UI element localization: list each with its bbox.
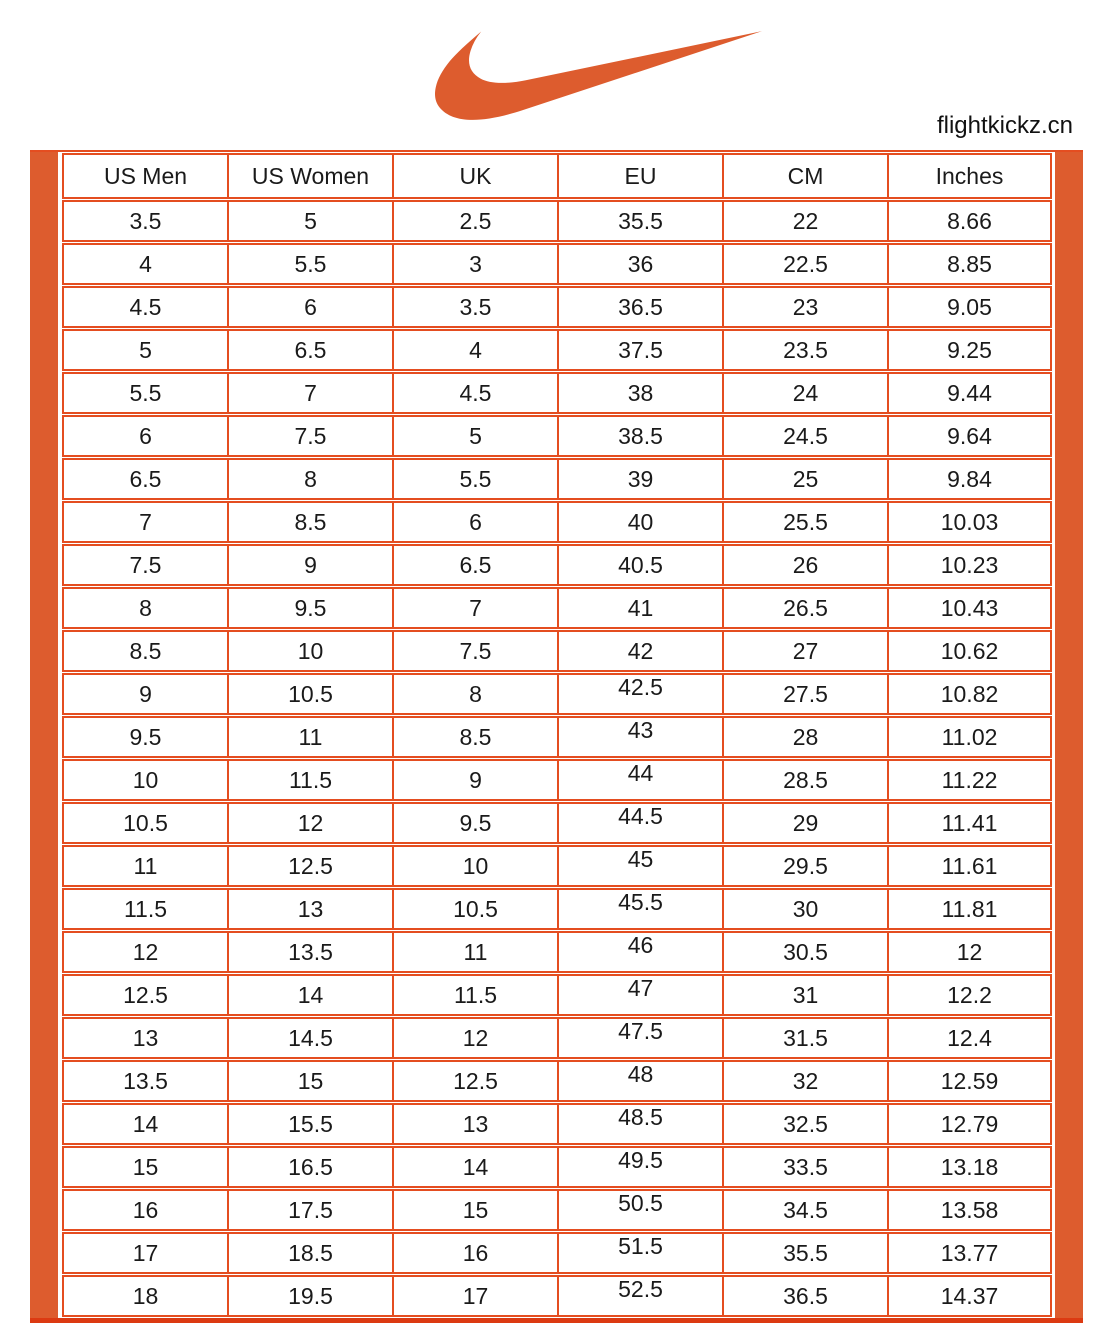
table-cell: 7: [62, 501, 227, 543]
table-cell: 42.5: [557, 673, 722, 715]
table-cell: 37.5: [557, 329, 722, 371]
table-cell: 10.5: [62, 802, 227, 844]
table-cell: 11.5: [227, 759, 392, 801]
table-cell: 17: [62, 1232, 227, 1274]
table-cell: 15.5: [227, 1103, 392, 1145]
table-cell: 9: [62, 673, 227, 715]
left-accent-bar: [30, 152, 58, 1318]
table-cell: 14.5: [227, 1017, 392, 1059]
table-cell: 28.5: [722, 759, 887, 801]
table-cell: 12.5: [227, 845, 392, 887]
table-cell: 9.64: [887, 415, 1052, 457]
table-row: [62, 1275, 1052, 1317]
table-cell: 30: [722, 888, 887, 930]
table-row: [62, 888, 1052, 930]
table-cell: 4: [392, 329, 557, 371]
table-row: [62, 415, 1052, 457]
table-cell: 8.5: [62, 630, 227, 672]
table-cell: 12.79: [887, 1103, 1052, 1145]
header: [0, 0, 1100, 150]
table-row: [62, 802, 1052, 844]
table-cell: 6.5: [62, 458, 227, 500]
table-cell: 10.62: [887, 630, 1052, 672]
table-cell: 13: [62, 1017, 227, 1059]
table-cell: 47: [557, 974, 722, 1016]
table-cell: 12.59: [887, 1060, 1052, 1102]
table-cell: 9.05: [887, 286, 1052, 328]
table-cell: 47.5: [557, 1017, 722, 1059]
table-cell: 22: [722, 200, 887, 242]
table-cell: 38: [557, 372, 722, 414]
table-row: [62, 716, 1052, 758]
table-cell: 5.5: [227, 243, 392, 285]
table-row: [62, 243, 1052, 285]
table-cell: 14.37: [887, 1275, 1052, 1317]
table-cell: 10: [62, 759, 227, 801]
table-cell: 8.5: [227, 501, 392, 543]
table-cell: 8.66: [887, 200, 1052, 242]
table-cell: 25.5: [722, 501, 887, 543]
table-row: [62, 329, 1052, 371]
table-cell: 9: [227, 544, 392, 586]
table-cell: 36: [557, 243, 722, 285]
table-cell: 8: [62, 587, 227, 629]
table-cell: 7.5: [62, 544, 227, 586]
table-cell: 22.5: [722, 243, 887, 285]
table-cell: 10.5: [392, 888, 557, 930]
table-cell: 5.5: [392, 458, 557, 500]
table-cell: 9.5: [62, 716, 227, 758]
table-cell: 6.5: [392, 544, 557, 586]
table-cell: 49.5: [557, 1146, 722, 1188]
table-cell: 5.5: [62, 372, 227, 414]
table-cell: 15: [62, 1146, 227, 1188]
table-cell: 25: [722, 458, 887, 500]
table-cell: 29: [722, 802, 887, 844]
table-cell: 13.18: [887, 1146, 1052, 1188]
table-cell: 4: [62, 243, 227, 285]
table-cell: 35.5: [722, 1232, 887, 1274]
table-cell: 34.5: [722, 1189, 887, 1231]
table-frame: [30, 150, 1083, 1323]
size-conversion-table: [62, 152, 1052, 1318]
table-row: [62, 845, 1052, 887]
table-cell: 3.5: [392, 286, 557, 328]
table-cell: 45.5: [557, 888, 722, 930]
table-cell: 9.44: [887, 372, 1052, 414]
table-cell: 16: [62, 1189, 227, 1231]
table-cell: 14: [62, 1103, 227, 1145]
table-row: [62, 458, 1052, 500]
table-cell: 11.81: [887, 888, 1052, 930]
table-cell: 10.03: [887, 501, 1052, 543]
table-row: [62, 1189, 1052, 1231]
table-cell: 35.5: [557, 200, 722, 242]
table-cell: 9: [392, 759, 557, 801]
column-header: CM: [722, 153, 887, 199]
table-cell: 48.5: [557, 1103, 722, 1145]
table-row: [62, 1146, 1052, 1188]
table-cell: 12.5: [392, 1060, 557, 1102]
table-cell: 48: [557, 1060, 722, 1102]
table-cell: 12: [887, 931, 1052, 973]
table-cell: 12: [227, 802, 392, 844]
table-cell: 2.5: [392, 200, 557, 242]
table-row: [62, 200, 1052, 242]
table-cell: 41: [557, 587, 722, 629]
table-cell: 8: [392, 673, 557, 715]
table-cell: 9.5: [392, 802, 557, 844]
table-cell: 51.5: [557, 1232, 722, 1274]
table-cell: 11.22: [887, 759, 1052, 801]
table-cell: 18: [62, 1275, 227, 1317]
table-cell: 9.25: [887, 329, 1052, 371]
table-cell: 50.5: [557, 1189, 722, 1231]
table-cell: 16.5: [227, 1146, 392, 1188]
table-cell: 11: [62, 845, 227, 887]
table-cell: 45: [557, 845, 722, 887]
table-cell: 38.5: [557, 415, 722, 457]
table-cell: 11.5: [392, 974, 557, 1016]
table-cell: 33.5: [722, 1146, 887, 1188]
table-cell: 17: [392, 1275, 557, 1317]
table-cell: 10: [392, 845, 557, 887]
table-cell: 28: [722, 716, 887, 758]
table-cell: 8.5: [392, 716, 557, 758]
table-cell: 13: [227, 888, 392, 930]
table-cell: 7.5: [392, 630, 557, 672]
table-row: [62, 931, 1052, 973]
table-cell: 11.61: [887, 845, 1052, 887]
table-cell: 4.5: [392, 372, 557, 414]
table-cell: 9.5: [227, 587, 392, 629]
table-cell: 8.85: [887, 243, 1052, 285]
table-cell: 14: [392, 1146, 557, 1188]
column-header: EU: [557, 153, 722, 199]
table-cell: 13.58: [887, 1189, 1052, 1231]
table-cell: 36.5: [557, 286, 722, 328]
table-cell: 5: [62, 329, 227, 371]
table-cell: 44: [557, 759, 722, 801]
table-cell: 13.5: [62, 1060, 227, 1102]
column-header-row: [62, 153, 1052, 199]
table-cell: 43: [557, 716, 722, 758]
table-cell: 32: [722, 1060, 887, 1102]
table-cell: 11.02: [887, 716, 1052, 758]
table-cell: 11.41: [887, 802, 1052, 844]
table-row: [62, 544, 1052, 586]
table-row: [62, 673, 1052, 715]
table-cell: 8: [227, 458, 392, 500]
table-row: [62, 1232, 1052, 1274]
table-cell: 7.5: [227, 415, 392, 457]
table-cell: 16: [392, 1232, 557, 1274]
table-cell: 12.2: [887, 974, 1052, 1016]
table-cell: 19.5: [227, 1275, 392, 1317]
table-row: [62, 501, 1052, 543]
table-row: [62, 286, 1052, 328]
table-cell: 15: [392, 1189, 557, 1231]
column-header: Inches: [887, 153, 1052, 199]
table-row: [62, 630, 1052, 672]
table-cell: 31.5: [722, 1017, 887, 1059]
table-cell: 46: [557, 931, 722, 973]
table-row: [62, 1017, 1052, 1059]
table-cell: 4.5: [62, 286, 227, 328]
table-cell: 30.5: [722, 931, 887, 973]
table-cell: 10.43: [887, 587, 1052, 629]
table-cell: 40: [557, 501, 722, 543]
table-cell: 14: [227, 974, 392, 1016]
table-cell: 17.5: [227, 1189, 392, 1231]
table-cell: 3.5: [62, 200, 227, 242]
table-cell: 27.5: [722, 673, 887, 715]
table-row: [62, 1103, 1052, 1145]
table-cell: 13.77: [887, 1232, 1052, 1274]
table-cell: 27: [722, 630, 887, 672]
table-row: [62, 974, 1052, 1016]
table-cell: 10.23: [887, 544, 1052, 586]
table-cell: 23: [722, 286, 887, 328]
table-cell: 24.5: [722, 415, 887, 457]
nike-swoosh-icon: [435, 28, 762, 122]
column-header: UK: [392, 153, 557, 199]
table-cell: 44.5: [557, 802, 722, 844]
table-cell: 12.5: [62, 974, 227, 1016]
table-cell: 15: [227, 1060, 392, 1102]
table-cell: 5: [392, 415, 557, 457]
table-cell: 24: [722, 372, 887, 414]
table-cell: 42: [557, 630, 722, 672]
table-row: [62, 587, 1052, 629]
table-cell: 12.4: [887, 1017, 1052, 1059]
table-cell: 6: [62, 415, 227, 457]
table-cell: 18.5: [227, 1232, 392, 1274]
column-header: US Men: [62, 153, 227, 199]
table-cell: 6: [227, 286, 392, 328]
site-watermark: flightkickz.cn: [936, 112, 1073, 139]
table-cell: 13.5: [227, 931, 392, 973]
table-cell: 9.84: [887, 458, 1052, 500]
table-cell: 32.5: [722, 1103, 887, 1145]
table-cell: 23.5: [722, 329, 887, 371]
table-cell: 52.5: [557, 1275, 722, 1317]
table-cell: 26.5: [722, 587, 887, 629]
table-cell: 10.82: [887, 673, 1052, 715]
table-cell: 26: [722, 544, 887, 586]
table-cell: 3: [392, 243, 557, 285]
table-cell: 6.5: [227, 329, 392, 371]
table-cell: 39: [557, 458, 722, 500]
table-cell: 7: [392, 587, 557, 629]
column-header: US Women: [227, 153, 392, 199]
table-cell: 7: [227, 372, 392, 414]
table-cell: 13: [392, 1103, 557, 1145]
table-cell: 40.5: [557, 544, 722, 586]
table-cell: 11: [227, 716, 392, 758]
table-row: [62, 1060, 1052, 1102]
right-accent-bar: [1055, 152, 1083, 1318]
table-cell: 5: [227, 200, 392, 242]
table-body: [62, 200, 1052, 1317]
table-cell: 12: [62, 931, 227, 973]
table-cell: 6: [392, 501, 557, 543]
table-cell: 11: [392, 931, 557, 973]
table-cell: 36.5: [722, 1275, 887, 1317]
table-cell: 11.5: [62, 888, 227, 930]
table-cell: 31: [722, 974, 887, 1016]
table-cell: 12: [392, 1017, 557, 1059]
table-cell: 29.5: [722, 845, 887, 887]
table-row: [62, 759, 1052, 801]
table-cell: 10.5: [227, 673, 392, 715]
table-row: [62, 372, 1052, 414]
table-cell: 10: [227, 630, 392, 672]
